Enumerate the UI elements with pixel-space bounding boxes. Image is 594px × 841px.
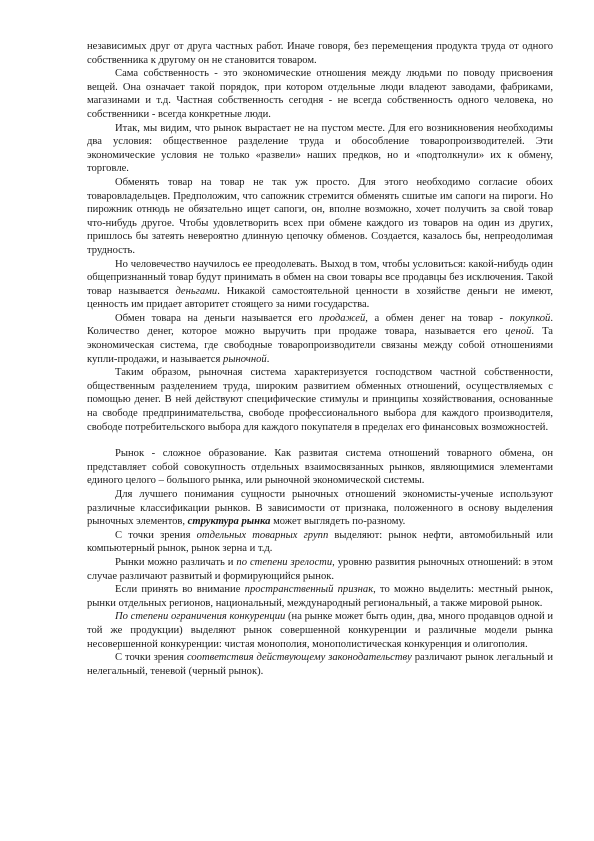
paragraph-10 — [87, 529, 553, 556]
emphasized-term: По степени ограничения конкуренции — [115, 611, 286, 623]
text-run: , то можно выделить: местный рынок, рынки отдельных регионов, национальный, международный региональный, а также мировой рынок. — [87, 584, 553, 609]
emphasized-term: рыночной — [223, 353, 267, 365]
document-page — [87, 40, 553, 678]
emphasized-term: деньгами — [175, 285, 218, 297]
text-run: Если принять во внимание — [115, 584, 245, 596]
emphasized-term: пространственный признак — [244, 584, 374, 596]
text-run: Таким образом, рыночная система характеризуется господством частной собственности, общественным разделением труда, широким развитием обменных отношений, осуществляемых с помощью денег. В ней действуют специфические стимулы и принципы хозяйствования, основанные на свободе предпринимательства, свободе профессионального выбора для каждого производителя, свободе потребительского выбора для каждого покупателя в пределах его финансовых возможностей. — [87, 367, 553, 433]
text-run: Итак, мы видим, что рынок вырастает не на пустом месте. Для его возникновения необходимы два условия: общественное разделение труда и обособление товаропроизводителей. Эти экономические условия не только «развели» наших предков, но и «подтолкнули» их к обмену, торговле. — [87, 122, 553, 175]
paragraph-2 — [87, 67, 553, 121]
paragraph-1 — [87, 40, 553, 67]
paragraph-9 — [87, 488, 553, 529]
text-run: С точки зрения — [115, 652, 187, 664]
text-run: различают рынок легальный и нелегальный, теневой (черный рынок). — [87, 652, 553, 677]
text-run: . Та экономическая система, где свободные товаропроизводители связаны между собой отношениями купли-продажи, и называется — [87, 326, 553, 365]
paragraph-4 — [87, 176, 553, 258]
text-run: . Количество денег, которое можно выручить при продаже товара, называется его — [87, 312, 553, 338]
paragraph-7 — [87, 366, 553, 434]
text-run: . Никакой самостоятельной ценности в хозяйстве деньги не имеют, ценность им придает авторитет стоящего за ними государства. — [87, 285, 554, 311]
paragraph-11 — [87, 556, 553, 583]
text-run: выделяют: рынок нефти, автомобильный или компьютерный рынок, рынок зерна и т.д. — [87, 529, 553, 555]
text-run: , а обмен денег на товар - — [365, 312, 510, 324]
paragraph-8 — [87, 447, 553, 488]
paragraph-13 — [87, 610, 553, 651]
text-run: Для лучшего понимания сущности рыночных отношений экономисты-ученые используют различные классификации рынков. В зависимости от признака, положенного в основу выделения рыночных элементов, — [87, 489, 553, 528]
emphasized-term: по степени зрелости, — [236, 556, 335, 568]
paragraph-5 — [87, 258, 553, 312]
text-run: (на рынке может быть один, два, много продавцов одной и той же продукции) выделяют рынок совершенной конкуренции и различные модели рынка несовершенной конкуренции: чистая монополия, монополистическая конкуренция и олигополия. — [87, 611, 554, 650]
emphasized-term: отдельных товарных групп — [196, 529, 329, 541]
text-run: Рынки можно различать и — [115, 556, 237, 568]
paragraph-12 — [87, 583, 553, 610]
text-run: Сама собственность - это экономические отношения между людьми по поводу присвоения вещей. Она означает такой порядок, при котором отдельные люди владеют заводами, фабриками, магазинами и т.д. Частная собственность сегодня - не всегда собственность одного человека, но собственники - всегда конкретные люди. — [87, 68, 553, 120]
emphasized-term: ценой — [505, 326, 532, 338]
text-run: уровню развития рыночных отношений: в этом случае различают развитый и формирующийся рынок. — [87, 556, 553, 582]
text-run: Обмен товара на деньги называется его — [115, 312, 320, 324]
text-run: независимых друг от друга частных работ. Иначе говоря, без перемещения продукта труда от одного собственника к другому он не становится товаром. — [87, 41, 553, 66]
emphasized-term: продажей — [319, 312, 366, 324]
text-run: Обменять товар на товар не так уж просто. Для этого необходимо согласие обоих товаровладельцев. Предположим, что сапожник стремится обменять сшитые им сапоги на пироги. Но пирожник отнюдь не обязательно ищет сапоги, он, вполне возможно, хочет получить за свой товар что-нибудь другое. Чтобы удовлетворить всех при обмене каждого из товаров на один из других, пришлось бы затеять невероятно длинную цепочку обменов. Создается, казалось бы, непреодолимая трудность. — [87, 176, 553, 256]
text-run: может выглядеть по-разному. — [270, 516, 406, 528]
text-run: . — [266, 353, 270, 365]
text-run: Но человечество научилось ее преодолевать. Выход в том, чтобы условиться: какой-нибудь один общепризнанный товар будут принимать в обмен на свои товары все продавцы без исключения. Такой товар называется — [87, 258, 553, 297]
text-run: С точки зрения — [115, 529, 197, 541]
emphasized-term: покупкой — [509, 312, 551, 324]
emphasized-term: структура рынка — [187, 516, 271, 528]
paragraph-6 — [87, 312, 553, 366]
text-run: Рынок - сложное образование. Как развитая система отношений товарного обмена, он представляет собой совокупность отдельных взаимосвязанных рынков, являющимися элементами единого целого – большого рынка, или рыночной экономической системы. — [87, 448, 553, 487]
emphasized-term: соответствия действующему законодательству — [186, 652, 412, 664]
paragraph-3 — [87, 122, 553, 176]
paragraph-14 — [87, 651, 553, 678]
